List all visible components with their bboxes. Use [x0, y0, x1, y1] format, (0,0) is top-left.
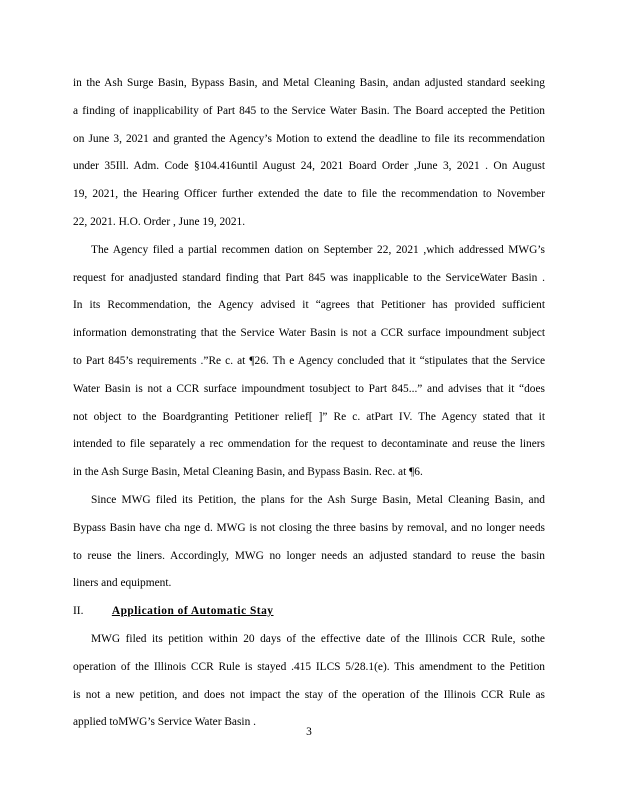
text-line: MWG filed its petition within 20 days of the effective date of the Illinois CCR Rule, sothe: [91, 632, 545, 645]
paragraph-3: [73, 487, 545, 598]
text-line: 22, 2021. H.O. Order , June 19, 2021.: [73, 215, 246, 228]
section-number: II.: [73, 605, 84, 618]
text-line: in the Ash Surge Basin, Bypass Basin, and Metal Cleaning Basin, andan adjusted standard seeking: [73, 77, 545, 89]
text-line: The Agency filed a partial recommen dation on September 22, 2021 ,which addressed MWG’s: [91, 243, 545, 256]
text-line: operation of the Illinois CCR Rule is stayed .415 ILCS 5/28.1(e). This amendment to the Petition: [73, 660, 545, 673]
paragraph-4: [73, 626, 545, 737]
text-line: 19, 2021, the Hearing Officer further extended the date to file the recommendation to November: [73, 188, 545, 201]
text-line: In its Recommendation, the Agency advised it “agrees that Petitioner has provided sufficient: [73, 299, 545, 312]
text-line: liners and equipment.: [73, 577, 172, 590]
text-line: under 35Ill. Adm. Code §104.416until August 24, 2021 Board Order ,June 3, 2021 . On August: [73, 160, 545, 173]
text-line: Bypass Basin have cha nge d. MWG is not closing the three basins by removal, and no longer needs: [73, 521, 545, 534]
text-line: Water Basin is not a CCR surface impoundment tosubject to Part 845...” and advises that it “does: [73, 382, 545, 395]
page-number: 3: [306, 726, 312, 738]
text-line: on June 3, 2021 and granted the Agency’s Motion to extend the deadline to file its recommendation: [73, 132, 545, 145]
paragraph-1: [73, 70, 545, 237]
text-line: in the Ash Surge Basin, Metal Cleaning Basin, and Bypass Basin. Rec. at ¶6.: [73, 466, 423, 479]
section-title: Application of Automatic Stay: [111, 605, 274, 618]
text-line: to reuse the liners. Accordingly, MWG no longer needs an adjusted standard to reuse the basin: [73, 549, 545, 562]
text-line: not object to the Boardgranting Petitioner relief[ ]” Re c. atPart IV. The Agency stated that it: [73, 410, 545, 423]
paragraph-2: [73, 237, 545, 487]
text-line: to Part 845’s requirements .”Re c. at ¶26. Th e Agency concluded that it “stipulates that the Service: [73, 354, 545, 367]
text-line: intended to file separately a rec ommendation for the request to decontaminate and reuse the liners: [73, 438, 545, 451]
text-line: a finding of inapplicability of Part 845 to the Service Water Basin. The Board accepted the Petition: [73, 104, 545, 117]
section-heading: [73, 598, 545, 626]
document-body: [73, 70, 545, 737]
text-line: Since MWG filed its Petition, the plans for the Ash Surge Basin, Metal Cleaning Basin, and: [91, 493, 545, 506]
text-line: applied toMWG’s Service Water Basin .: [73, 716, 256, 729]
text-line: request for anadjusted standard finding that Part 845 was inapplicable to the ServiceWater Basin .: [73, 271, 545, 284]
text-line: information demonstrating that the Service Water Basin is not a CCR surface impoundment subject: [73, 327, 545, 340]
text-line: is not a new petition, and does not impact the stay of the operation of the Illinois CCR Rule as: [73, 688, 545, 701]
